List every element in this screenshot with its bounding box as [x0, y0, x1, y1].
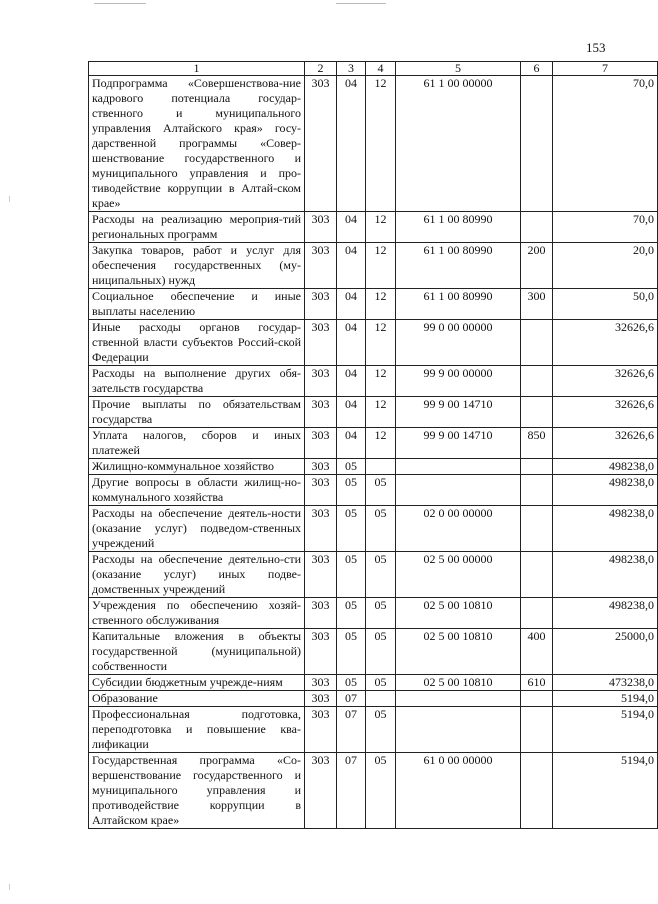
amount: 5194,0 — [553, 707, 658, 753]
row-name: Государственная программа «Со-вершенствование государственного и муниципального управления и противодействие коррупции в Алтайском крае» — [89, 753, 305, 829]
column-header: 7 — [553, 62, 658, 76]
admin-code: 303 — [305, 459, 337, 475]
section-code: 04 — [337, 366, 366, 397]
admin-code: 303 — [305, 753, 337, 829]
amount: 70,0 — [553, 212, 658, 243]
admin-code: 303 — [305, 320, 337, 366]
section-code: 07 — [337, 707, 366, 753]
table-row — [89, 320, 658, 366]
row-name: Расходы на выполнение других обя-зательств государства — [89, 366, 305, 397]
table-row — [89, 397, 658, 428]
amount: 498238,0 — [553, 598, 658, 629]
section-code: 05 — [337, 459, 366, 475]
target-article-code: 99 0 00 00000 — [396, 320, 521, 366]
expense-type-code: 200 — [521, 243, 553, 289]
section-code: 05 — [337, 629, 366, 675]
expense-type-code — [521, 552, 553, 598]
row-name: Жилищно-коммунальное хозяйство — [89, 459, 305, 475]
row-name: Социальное обеспечение и иные выплаты населению — [89, 289, 305, 320]
table-row — [89, 753, 658, 829]
section-code: 05 — [337, 475, 366, 506]
header-row — [89, 62, 658, 76]
row-name: Расходы на реализацию мероприя-тий региональных программ — [89, 212, 305, 243]
expense-type-code: 850 — [521, 428, 553, 459]
amount: 473238,0 — [553, 675, 658, 691]
table-row — [89, 707, 658, 753]
target-article-code: 61 1 00 80990 — [396, 243, 521, 289]
row-name: Закупка товаров, работ и услуг для обеспечения государственных (му-ниципальных) нужд — [89, 243, 305, 289]
section-code: 04 — [337, 212, 366, 243]
table-row — [89, 552, 658, 598]
amount: 32626,6 — [553, 397, 658, 428]
column-header: 6 — [521, 62, 553, 76]
table-row — [89, 675, 658, 691]
admin-code: 303 — [305, 707, 337, 753]
section-code: 04 — [337, 320, 366, 366]
expense-type-code — [521, 691, 553, 707]
row-name: Учреждения по обеспечению хозяй-ственного обслуживания — [89, 598, 305, 629]
subsection-code: 12 — [366, 366, 396, 397]
column-header: 2 — [305, 62, 337, 76]
scan-edge-mark — [9, 196, 10, 202]
subsection-code: 05 — [366, 475, 396, 506]
target-article-code: 99 9 00 14710 — [396, 428, 521, 459]
target-article-code: 02 5 00 10810 — [396, 675, 521, 691]
target-article-code: 61 1 00 80990 — [396, 212, 521, 243]
admin-code: 303 — [305, 675, 337, 691]
section-code: 04 — [337, 289, 366, 320]
admin-code: 303 — [305, 289, 337, 320]
subsection-code: 05 — [366, 552, 396, 598]
subsection-code: 05 — [366, 506, 396, 552]
section-code: 05 — [337, 506, 366, 552]
admin-code: 303 — [305, 76, 337, 212]
table-row — [89, 366, 658, 397]
subsection-code: 05 — [366, 707, 396, 753]
expense-type-code — [521, 76, 553, 212]
table-row — [89, 289, 658, 320]
row-name: Уплата налогов, сборов и иных платежей — [89, 428, 305, 459]
admin-code: 303 — [305, 428, 337, 459]
expense-type-code — [521, 753, 553, 829]
section-code: 04 — [337, 76, 366, 212]
expense-type-code — [521, 475, 553, 506]
row-name: Расходы на обеспечение деятельно-сти (оказание услуг) иных подве-домственных учреждений — [89, 552, 305, 598]
admin-code: 303 — [305, 366, 337, 397]
target-article-code — [396, 707, 521, 753]
subsection-code: 12 — [366, 320, 396, 366]
expense-type-code — [521, 366, 553, 397]
subsection-code: 12 — [366, 76, 396, 212]
row-name: Иные расходы органов государ-ственной власти субъектов Россий-ской Федерации — [89, 320, 305, 366]
admin-code: 303 — [305, 243, 337, 289]
table-row — [89, 459, 658, 475]
amount: 32626,6 — [553, 366, 658, 397]
row-name: Расходы на обеспечение деятель-ности (оказание услуг) подведом-ственных учреждений — [89, 506, 305, 552]
row-name: Прочие выплаты по обязательствам государства — [89, 397, 305, 428]
subsection-code: 12 — [366, 397, 396, 428]
target-article-code: 99 9 00 00000 — [396, 366, 521, 397]
column-header: 3 — [337, 62, 366, 76]
amount: 498238,0 — [553, 459, 658, 475]
target-article-code: 61 0 00 00000 — [396, 753, 521, 829]
expense-type-code: 400 — [521, 629, 553, 675]
row-name: Подпрограмма «Совершенствова-ние кадрового потенциала государ-ственного и муниципального управления Алтайского края» госу-дарственной программы «Совер-шенствование государственного и муниципального управления и про-тиводействие коррупции в Алтай-ском крае» — [89, 76, 305, 212]
admin-code: 303 — [305, 212, 337, 243]
target-article-code — [396, 691, 521, 707]
section-code: 04 — [337, 397, 366, 428]
row-name: Профессиональная подготовка, переподготовка и повышение ква-лификации — [89, 707, 305, 753]
subsection-code — [366, 691, 396, 707]
row-name: Капитальные вложения в объекты государственной (муниципальной) собственности — [89, 629, 305, 675]
admin-code: 303 — [305, 598, 337, 629]
admin-code: 303 — [305, 506, 337, 552]
subsection-code — [366, 459, 396, 475]
target-article-code — [396, 475, 521, 506]
table-row — [89, 243, 658, 289]
amount: 5194,0 — [553, 691, 658, 707]
expense-type-code — [521, 320, 553, 366]
column-header: 5 — [396, 62, 521, 76]
target-article-code: 61 1 00 00000 — [396, 76, 521, 212]
expense-type-code: 300 — [521, 289, 553, 320]
expense-type-code — [521, 707, 553, 753]
amount: 25000,0 — [553, 629, 658, 675]
target-article-code — [396, 459, 521, 475]
target-article-code: 99 9 00 14710 — [396, 397, 521, 428]
section-code: 05 — [337, 598, 366, 629]
section-code: 04 — [337, 428, 366, 459]
subsection-code: 12 — [366, 289, 396, 320]
section-code: 05 — [337, 552, 366, 598]
section-code: 04 — [337, 243, 366, 289]
admin-code: 303 — [305, 475, 337, 506]
table-row — [89, 475, 658, 506]
expense-type-code — [521, 397, 553, 428]
section-code: 07 — [337, 753, 366, 829]
amount: 498238,0 — [553, 475, 658, 506]
subsection-code: 12 — [366, 243, 396, 289]
expense-type-code — [521, 598, 553, 629]
row-name: Субсидии бюджетным учрежде-ниям — [89, 675, 305, 691]
table-row — [89, 506, 658, 552]
subsection-code: 05 — [366, 598, 396, 629]
admin-code: 303 — [305, 397, 337, 428]
amount: 70,0 — [553, 76, 658, 212]
table-row — [89, 428, 658, 459]
expense-type-code — [521, 506, 553, 552]
amount: 5194,0 — [553, 753, 658, 829]
target-article-code: 02 5 00 10810 — [396, 598, 521, 629]
table-row — [89, 212, 658, 243]
page-number: 153 — [586, 40, 606, 55]
subsection-code: 05 — [366, 675, 396, 691]
amount: 50,0 — [553, 289, 658, 320]
target-article-code: 02 0 00 00000 — [396, 506, 521, 552]
admin-code: 303 — [305, 691, 337, 707]
subsection-code: 12 — [366, 428, 396, 459]
amount: 498238,0 — [553, 552, 658, 598]
column-header: 1 — [89, 62, 305, 76]
subsection-code: 12 — [366, 212, 396, 243]
expense-type-code: 610 — [521, 675, 553, 691]
scan-top-line — [336, 3, 386, 4]
column-header: 4 — [366, 62, 396, 76]
section-code: 07 — [337, 691, 366, 707]
subsection-code: 05 — [366, 753, 396, 829]
admin-code: 303 — [305, 629, 337, 675]
scan-edge-mark — [9, 884, 10, 890]
expense-type-code — [521, 212, 553, 243]
table-row — [89, 629, 658, 675]
expense-type-code — [521, 459, 553, 475]
amount: 20,0 — [553, 243, 658, 289]
row-name: Образование — [89, 691, 305, 707]
target-article-code: 61 1 00 80990 — [396, 289, 521, 320]
budget-table — [88, 61, 658, 829]
row-name: Другие вопросы в области жилищ-но-коммунального хозяйства — [89, 475, 305, 506]
amount: 498238,0 — [553, 506, 658, 552]
admin-code: 303 — [305, 552, 337, 598]
table-row — [89, 76, 658, 212]
target-article-code: 02 5 00 10810 — [396, 629, 521, 675]
scan-top-line — [94, 3, 146, 4]
subsection-code: 05 — [366, 629, 396, 675]
amount: 32626,6 — [553, 428, 658, 459]
table-row — [89, 598, 658, 629]
section-code: 05 — [337, 675, 366, 691]
target-article-code: 02 5 00 00000 — [396, 552, 521, 598]
table-row — [89, 691, 658, 707]
amount: 32626,6 — [553, 320, 658, 366]
